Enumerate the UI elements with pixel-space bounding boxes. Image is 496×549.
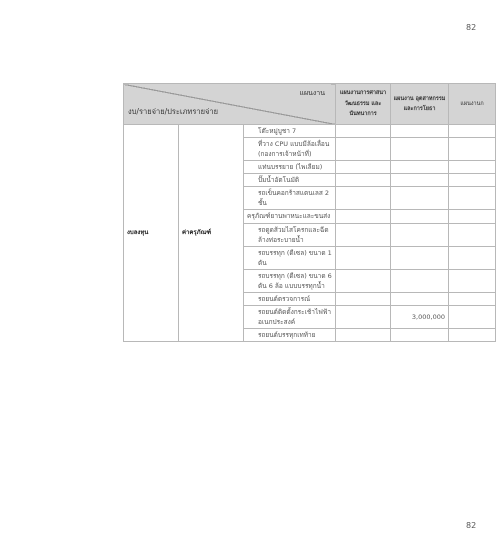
amount-cell <box>449 187 496 210</box>
amount-cell <box>449 138 496 161</box>
amount-cell <box>391 269 449 292</box>
amount-cell <box>449 329 496 342</box>
item-name-cell: ที่วาง CPU แบบมีล้อเลื่อน (กองการเจ้าหน้าที่) <box>244 138 336 161</box>
table-row <box>124 125 496 138</box>
amount-cell <box>391 138 449 161</box>
header-plan-truncated: แผนงานก <box>449 84 496 125</box>
header-plan-label: แผนงาน <box>299 89 326 97</box>
header-plan-industry-public-works: แผนงาน อุตสาหกรรมและการโยธา <box>391 84 449 125</box>
amount-cell <box>391 329 449 342</box>
amount-cell <box>336 329 391 342</box>
amount-cell <box>449 292 496 305</box>
header-plan-religion-culture: แผนงานการศาสนา วัฒนธรรม และนันทนาการ <box>336 84 391 125</box>
amount-cell <box>449 305 496 328</box>
item-name-cell: รถยนต์ติดตั้งกระเช้าไฟฟ้าอเนกประสงค์ <box>244 305 336 328</box>
amount-cell <box>336 292 391 305</box>
amount-cell <box>391 174 449 187</box>
amount-cell <box>449 210 496 223</box>
item-name-cell: ปั๊มน้ำอัตโนมัติ <box>244 174 336 187</box>
amount-cell <box>391 161 449 174</box>
item-name-cell: โต๊ะหมู่บูชา 7 <box>244 125 336 138</box>
amount-cell: 3,000,000 <box>391 305 449 328</box>
amount-cell <box>449 269 496 292</box>
amount-cell <box>391 223 449 246</box>
header-corner-cell <box>124 84 336 125</box>
amount-cell <box>336 125 391 138</box>
amount-cell <box>336 210 391 223</box>
page-number-bottom: 82 <box>466 521 477 530</box>
amount-cell <box>449 246 496 269</box>
amount-cell <box>336 138 391 161</box>
item-name-cell: รถบรรทุก (ดีเซล) ขนาด 1 ตัน <box>244 246 336 269</box>
amount-cell <box>336 161 391 174</box>
page-number-top: 82 <box>466 23 477 32</box>
amount-cell <box>391 125 449 138</box>
item-name-cell: รถดูดส้วมไสโครกและฉีดล้างท่อระบายน้ำ <box>244 223 336 246</box>
amount-cell <box>336 305 391 328</box>
item-name-cell: รถบรรทุก (ดีเซล) ขนาด 6 ตัน 6 ล้อ แบบบรรทุกน้ำ <box>244 269 336 292</box>
budget-group-cell: งบลงทุน <box>124 125 179 342</box>
category-cell: ค่าครุภัณฑ์ <box>179 125 244 342</box>
header-budget-type-label: งบ/รายจ่าย/ประเภทรายจ่าย <box>128 107 219 117</box>
amount-cell <box>336 174 391 187</box>
amount-cell <box>391 210 449 223</box>
amount-cell <box>391 292 449 305</box>
amount-cell <box>449 223 496 246</box>
item-name-cell: ครุภัณฑ์ยานพาหนะและขนส่ง <box>244 210 336 223</box>
amount-cell <box>336 187 391 210</box>
amount-cell <box>449 174 496 187</box>
amount-cell <box>391 187 449 210</box>
item-name-cell: แท่นบรรยาย (ไพเลียม) <box>244 161 336 174</box>
item-name-cell: รถยนต์บรรทุกเทท้าย <box>244 329 336 342</box>
amount-cell <box>449 125 496 138</box>
item-name-cell: รถเข็นคอกร้าสแตนเลส 2 ชั้น <box>244 187 336 210</box>
item-name-cell: รถยนต์ตรวจการณ์ <box>244 292 336 305</box>
table-header-row <box>124 84 496 125</box>
amount-cell <box>391 246 449 269</box>
amount-cell <box>336 246 391 269</box>
amount-cell <box>336 269 391 292</box>
budget-table <box>123 83 496 342</box>
amount-cell <box>336 223 391 246</box>
amount-cell <box>449 161 496 174</box>
